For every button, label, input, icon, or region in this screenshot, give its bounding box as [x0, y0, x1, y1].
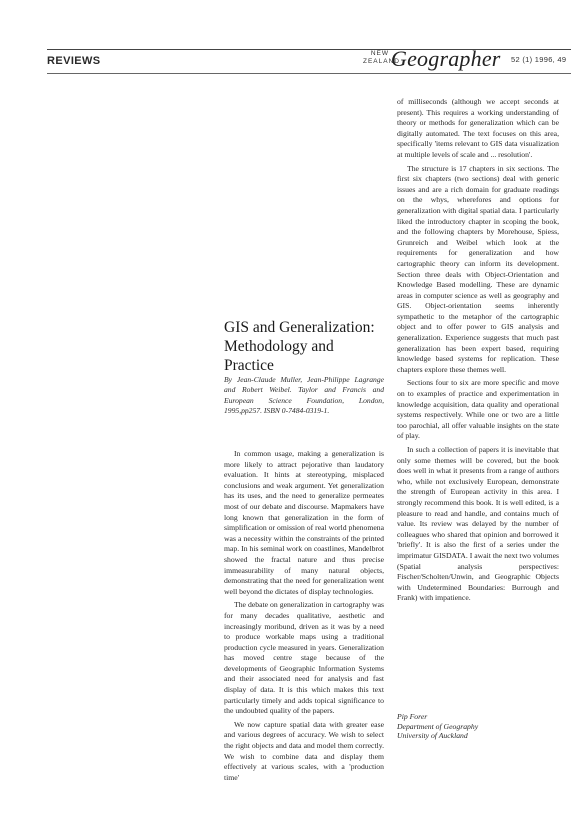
journal-name: Geographer — [391, 46, 501, 71]
paragraph: Sections four to six are more specific and move on to examples of practice and experimentation in knowledge acquisition, data quality and operational systems respectively. While one or two are a little too parochial, all offer valuable insights on the state of play. — [397, 378, 559, 441]
brand-country — [363, 50, 400, 65]
brand-country-line1: NEW — [370, 50, 389, 57]
journal-brand — [363, 46, 575, 76]
paragraph: In such a collection of papers it is inevitable that only some themes will be covered, but the book does well in what it presents from a range of authors who, while not exclusively European, demonstrate the strength of European activity in this area. I strongly recommend this book. It is well edited, is a pleasure to read and handle, and contains much of value. Its review was delayed by the number of colleagues who shared that opinion and borrowed it 'briefly'. It is also the first of a series under the imprimatur GISDATA. I await the next two volumes (Spatial analysis perspectives: Fischer/Scholten/Unwin, and Geographic Objects with Undetermined Boundaries: Burrough and Frank) with impatience. — [397, 445, 559, 603]
right-column — [397, 97, 559, 604]
section-label: REVIEWS — [47, 55, 101, 67]
reviewer-department: Department of Geography — [397, 721, 479, 731]
reviewer-name: Pip Forer — [397, 712, 428, 721]
paragraph: In common usage, making a generalization is more likely to attract pejorative than laudatory evaluation. It hints at stereotyping, misplaced conclusions and weak argument. Yet generalization has its uses, and the need to generalize permeates most of our debate and discourse. Mapmakers have long known that generalization in the form of simplification or omission of real world phenomena was a necessity within the constraints of the printed map. In his seminal work on coastlines, Mandelbrot showed the fractal nature and thus precise immeasurability of many natural objects, demonstrating that the need for generalization went well beyond the dictates of display technologies. — [224, 449, 384, 596]
header-bottom-rule — [47, 73, 571, 74]
review-byline: By Jean-Claude Muller, Jean-Philippe Lagrange and Robert Weibel. Taylor and Francis and European Science Foundation, London, 1995,pp257. ISBN 0-7484-0319-1. — [224, 375, 384, 416]
paragraph: We now capture spatial data with greater ease and various degrees of accuracy. We wish to select the right objects and data and model them correctly. We wish to combine data and display them effectively at various scales, with a 'production time' — [224, 719, 384, 782]
left-column — [224, 449, 384, 783]
volume-page-info: 52 (1) 1996, 49 — [511, 55, 567, 64]
paragraph: The debate on generalization in cartography was for many decades qualitative, aesthetic and increasingly moribund, driven as it was by a need to produce workable maps using a traditional production cycle measured in years. Generalization has moved centre stage because of the developments of Geographic Information Systems and their associated need for analysis and fast display of data. It is this which makes this text particularly timely and adds topical significance to the undoubted quality of the papers. — [224, 600, 384, 716]
review-title: GIS and Generalization: Methodology and Practice — [224, 319, 375, 374]
reviewer-signature — [397, 712, 547, 741]
paragraph: of milliseconds (although we accept seconds at present). This requires a working understanding of theory or methods for generalization which can be digitally automated. The text focuses on this area, specifically 'items relevant to GIS data visualization at multiple levels of scale and ... resolution'. — [397, 97, 559, 159]
paragraph: The structure is 17 chapters in six sections. The first six chapters (two sections) deal with generic issues and are a rich domain for graduate readings on the whys, wherefores and options for generalization with digital spatial data. I particularly liked the introductory chapter in scoping the book, and the following chapters by Morehouse, Spiess, Grunreich and Weibel which look at the requirements for generalization and how cartographic theory can inform its development. Section three deals with Object-Orientation and Knowledge Based modelling. These are dynamic areas in computer science as well as geography and GIS. Object-orientation seems inherently sympathetic to the metaphor of the cartographic object and to offer power to GIS analysis and generalization. Experience suggests that much past generalization has been expert based, requiring knowledge based systems for replication. These chapters explore these themes well. — [397, 163, 559, 374]
brand-country-line2: ZEALAND — [363, 57, 400, 65]
reviewer-university: University of Auckland — [397, 731, 468, 741]
